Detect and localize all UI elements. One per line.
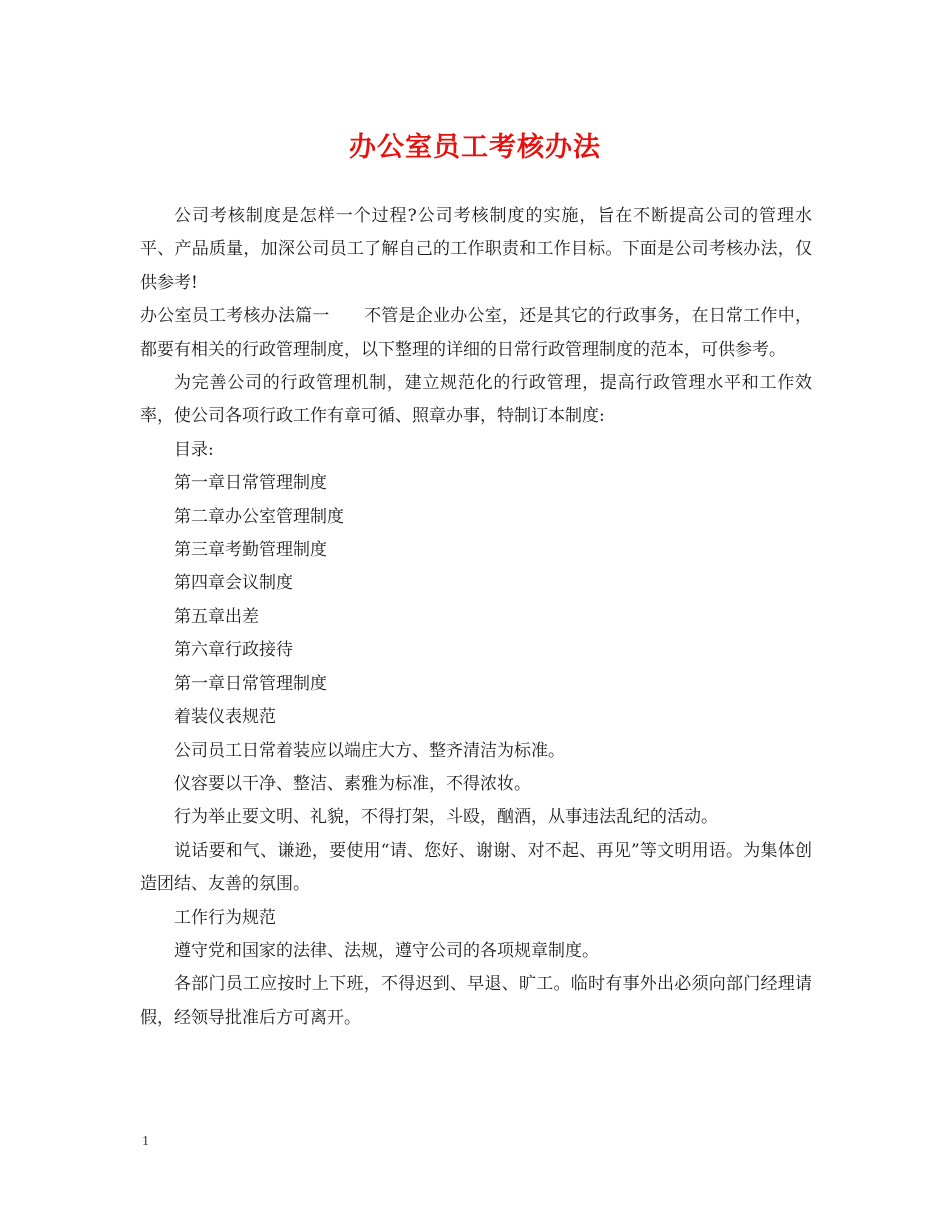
rule-paragraph: 行为举止要文明、礼貌，不得打架，斗殴，酗酒，从事违法乱纪的活动。 — [174, 807, 718, 828]
toc-item: 第六章行政接待 — [174, 640, 293, 661]
rule-paragraph: 遵守党和国家的法律、法规，遵守公司的各项规章制度。 — [174, 940, 599, 961]
toc-item: 第一章日常管理制度 — [174, 473, 327, 494]
document-title: 办公室员工考核办法 — [349, 132, 601, 163]
section-heading: 工作行为规范 — [174, 907, 276, 928]
toc-item: 第二章办公室管理制度 — [174, 506, 344, 527]
page-number: 1 — [142, 1134, 149, 1149]
toc-item: 第三章考勤管理制度 — [174, 540, 327, 561]
section-heading: 着装仪表规范 — [174, 707, 276, 728]
section-one-paragraph: 办公室员工考核办法篇一 不管是企业办公室，还是其它的行政事务，在日常工作中，都要有相关的行政管理制度，以下整理的详细的日常行政管理制度的范本，可供参考。 — [140, 306, 812, 360]
rule-paragraph: 公司员工日常着装应以端庄大方、整齐清洁为标准。 — [174, 740, 565, 761]
toc-item: 第四章会议制度 — [174, 573, 293, 594]
rule-paragraph: 仪容要以干净、整洁、素雅为标准，不得浓妆。 — [174, 773, 531, 794]
chapter-heading: 第一章日常管理制度 — [174, 673, 327, 694]
purpose-paragraph: 为完善公司的行政管理机制，建立规范化的行政管理，提高行政管理水平和工作效率，使公司各项行政工作有章可循、照章办事，特制订本制度: — [140, 373, 812, 427]
toc-heading: 目录: — [174, 439, 214, 460]
document-body — [140, 200, 812, 1035]
rule-paragraph: 说话要和气、谦逊，要使用“请、您好、谢谢、对不起、再见”等文明用语。为集体创造团结、友善的氛围。 — [140, 840, 812, 895]
rule-paragraph: 各部门员工应按时上下班，不得迟到、早退、旷工。临时有事外出必须向部门经理请假，经领导批准后方可离开。 — [140, 974, 812, 1028]
toc-item: 第五章出差 — [174, 606, 259, 627]
intro-paragraph: 公司考核制度是怎样一个过程?公司考核制度的实施，旨在不断提高公司的管理水平、产品质量，加深公司员工了解自己的工作职责和工作目标。下面是公司考核办法，仅供参考! — [140, 206, 812, 293]
